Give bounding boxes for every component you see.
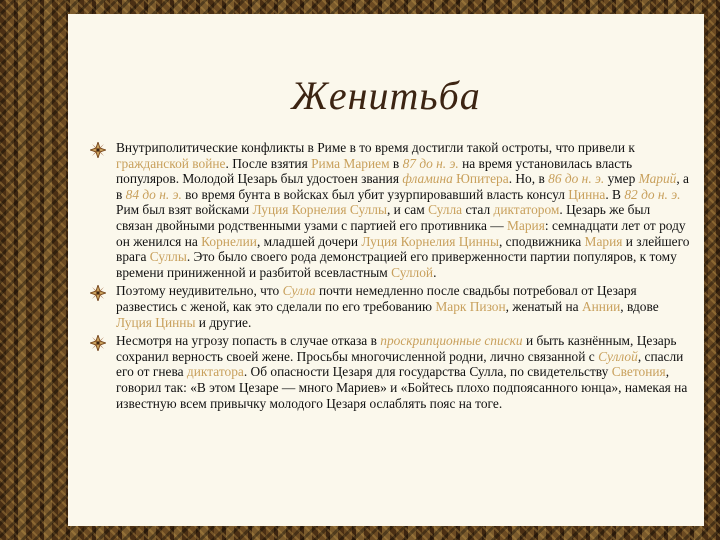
wiki-link[interactable]: проскрипционные списки xyxy=(380,333,523,349)
text-segment: , а в xyxy=(116,171,689,202)
text-segment: Поэтому неудивительно, что xyxy=(116,283,283,299)
text-segment: во время бунта в войсках был убит узурпировавший власть консул xyxy=(181,186,569,202)
text-segment: , говорил так: «В этом Цезаре — много Мариев» и «Бойтесь плохо подпоясанного юнца», намекая на известную всем привычку молодого Цезаря ослаблять пояс на тоге. xyxy=(116,364,688,411)
text-segment: : семнадцати лет от роду он женился на xyxy=(116,217,686,249)
text-segment: . xyxy=(433,264,437,280)
text-segment: . Цезарь же был связан двойными родственными узами с партией его противника — xyxy=(116,202,651,233)
text-segment: почти немедленно после свадьбы потребовал от Цезаря развестись с женой, как это сделали по его требованию xyxy=(116,283,637,314)
wiki-link[interactable]: гражданской войне xyxy=(116,155,226,171)
star-bullet-icon xyxy=(90,335,106,351)
text-segment: умер xyxy=(604,171,639,187)
wiki-link[interactable]: Сулла xyxy=(282,283,316,299)
text-segment: на время установилась власть популяров. Молодой Цезарь был удостоен звания xyxy=(116,155,633,187)
wiki-link[interactable]: Суллой xyxy=(391,264,434,280)
wiki-link[interactable]: Аннии xyxy=(581,298,621,314)
star-bullet-icon xyxy=(90,285,106,301)
text-segment: . Но, в xyxy=(508,171,549,187)
wiki-link[interactable]: Марк Пизон xyxy=(435,298,506,314)
bullet-paragraph-1 xyxy=(90,140,690,280)
wiki-link[interactable]: диктатора xyxy=(186,364,244,380)
wiki-link[interactable]: Луция Корнелия Цинны xyxy=(361,233,499,249)
text-segment: , спасли его от гнева xyxy=(116,348,684,380)
text-segment: и быть казнённым, Цезарь сохранил верность своей жене. Просьбы многочисленной родни, лично связанной с xyxy=(116,333,677,364)
wiki-link[interactable]: фламина xyxy=(402,171,453,187)
text-segment: стал xyxy=(462,202,494,218)
wiki-link[interactable]: Светония xyxy=(611,364,666,380)
text-segment: . Об опасности Цезаря для государства Сулла, по свидетельству xyxy=(243,364,612,380)
wiki-link[interactable]: 82 до н. э. xyxy=(624,186,681,202)
text-segment: , и сам xyxy=(386,202,429,218)
text-segment: Рим был взят войсками xyxy=(116,202,253,218)
text-segment: , младшей дочери xyxy=(256,233,362,249)
wiki-link[interactable]: Мария xyxy=(507,217,545,233)
wiki-link[interactable]: Юпитера xyxy=(456,171,509,187)
bullet-list xyxy=(90,140,690,414)
text-segment: , женатый на xyxy=(505,298,582,314)
text-segment: Несмотря на угрозу попасть в случае отказа в xyxy=(116,333,381,349)
wiki-link[interactable]: Марием xyxy=(343,155,390,171)
wiki-link[interactable]: Суллой xyxy=(598,348,638,364)
text-segment: в xyxy=(389,155,403,171)
wiki-link[interactable]: Луция Корнелия Суллы xyxy=(252,202,387,218)
wiki-link[interactable]: Рима xyxy=(311,155,341,171)
text-segment: и злейшего врага xyxy=(116,233,690,265)
text-segment: Внутриполитические конфликты в Риме в то время достигли такой остроты, что привели к xyxy=(116,140,635,155)
text-segment: , сподвижника xyxy=(498,233,585,249)
page-title: Женитьба xyxy=(291,73,481,118)
wiki-link[interactable]: диктатором xyxy=(493,202,560,218)
text-segment: и другие. xyxy=(195,314,252,330)
wiki-link[interactable]: 86 до н. э. xyxy=(548,171,605,187)
wiki-link[interactable]: Цинна xyxy=(568,186,606,202)
text-segment: . В xyxy=(605,186,625,202)
wiki-link[interactable]: Корнелии xyxy=(201,233,257,249)
text-segment: . Это было своего рода демонстрацией его приверженности партии популяров, к тому времени приниженной и разбитой всевластным xyxy=(116,249,677,280)
wiki-link[interactable]: Сулла xyxy=(428,202,463,218)
bullet-paragraph-3 xyxy=(90,333,690,411)
bullet-paragraph-2 xyxy=(90,283,690,330)
wiki-link[interactable]: Мария xyxy=(584,233,623,249)
text-segment: . После взятия xyxy=(225,155,312,171)
wiki-link[interactable]: Марий xyxy=(638,171,677,187)
wiki-link[interactable]: 87 до н. э. xyxy=(402,155,459,171)
text-segment: , вдове xyxy=(620,298,659,314)
wiki-link[interactable]: Суллы xyxy=(149,249,187,265)
wiki-link[interactable]: Луция Цинны xyxy=(116,314,196,330)
star-bullet-icon xyxy=(90,142,106,158)
slide xyxy=(68,14,704,526)
wiki-link[interactable]: 84 до н. э. xyxy=(125,186,182,202)
